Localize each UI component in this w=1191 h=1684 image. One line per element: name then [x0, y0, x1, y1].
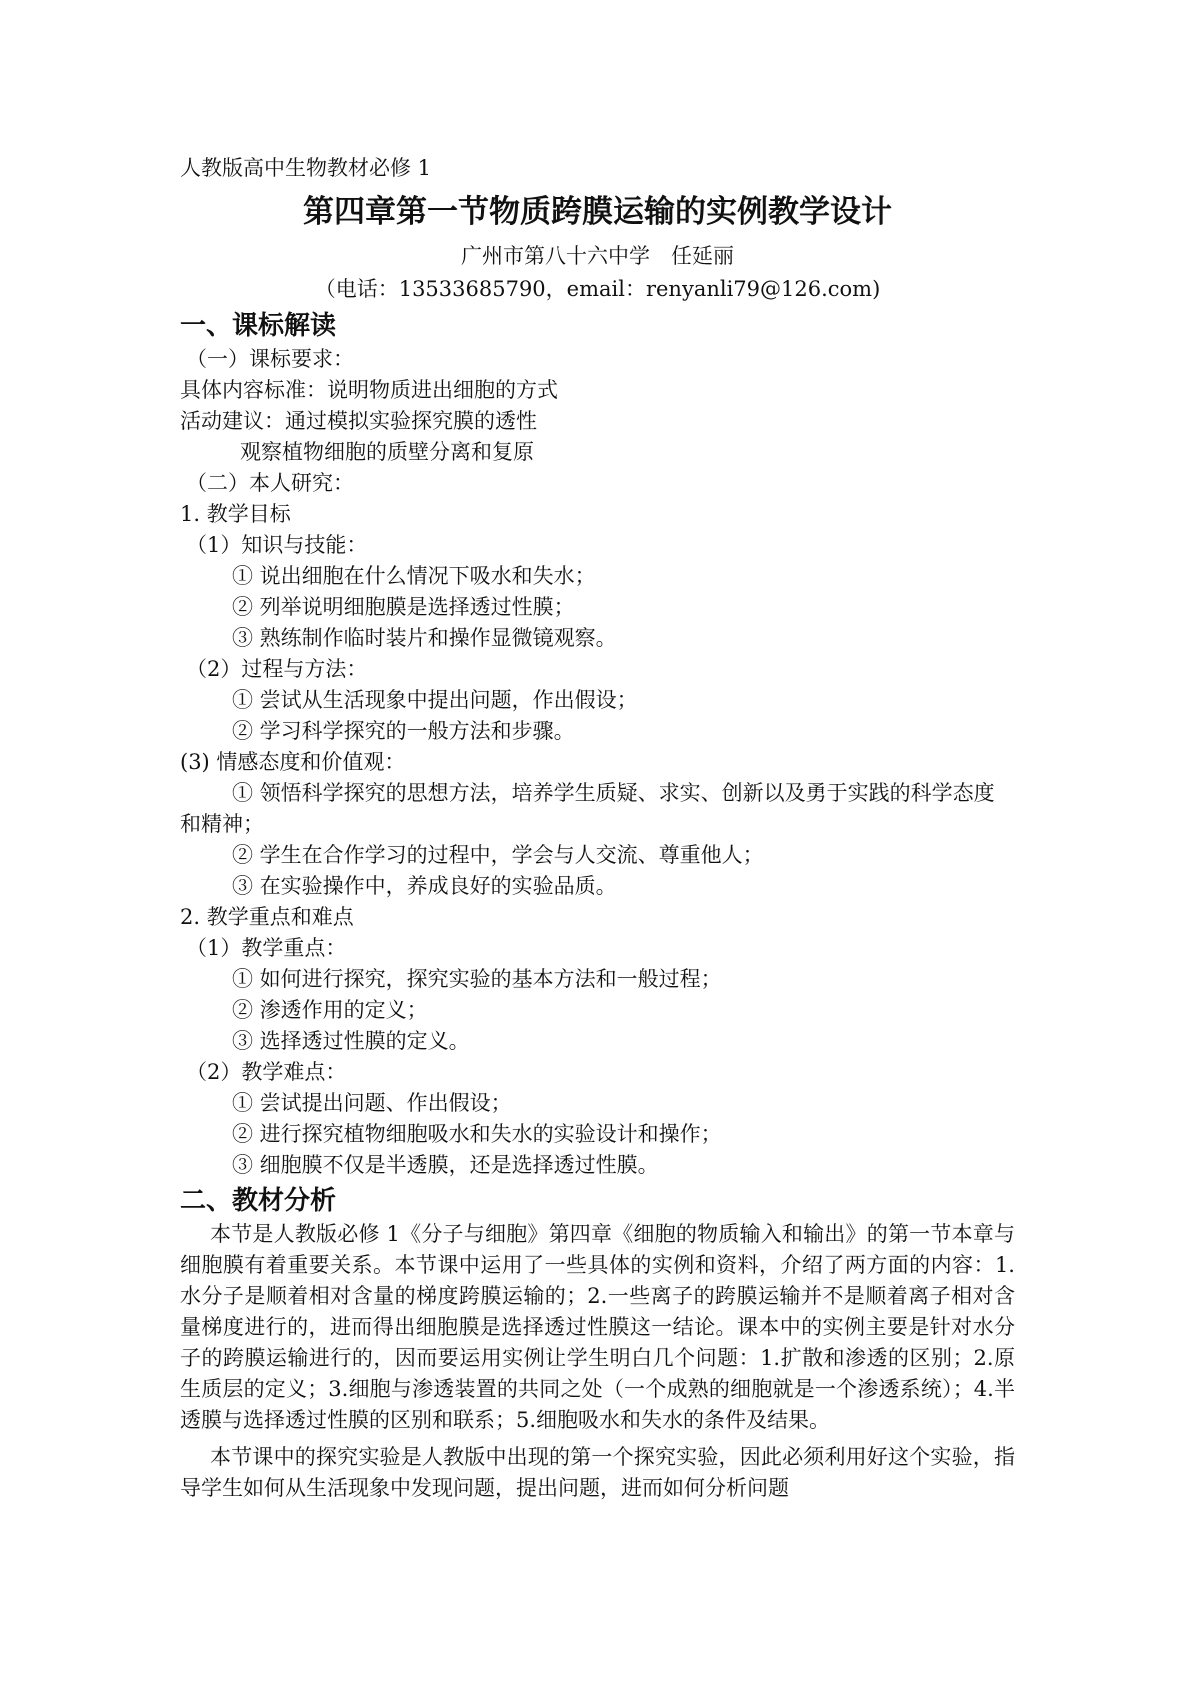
list-item: ② 渗透作用的定义；	[232, 998, 428, 1022]
list-item: ③ 在实验操作中，养成良好的实验品质。	[232, 874, 617, 898]
running-header: 人教版高中生物教材必修 1	[180, 156, 432, 180]
text-line: （2）教学难点：	[186, 1060, 347, 1084]
text-line: 2. 教学重点和难点	[180, 905, 354, 929]
document-title: 第四章第一节物质跨膜运输的实例教学设计	[303, 194, 892, 230]
list-item: ③ 选择透过性膜的定义。	[232, 1029, 470, 1053]
list-item: ① 尝试从生活现象中提出问题，作出假设；	[232, 688, 638, 712]
text-line: (3) 情感态度和价值观：	[180, 750, 406, 774]
list-item: ① 说出细胞在什么情况下吸水和失水；	[232, 564, 596, 588]
list-item: ① 尝试提出问题、作出假设；	[232, 1091, 512, 1115]
section-heading: 二、教材分析	[180, 1186, 337, 1216]
list-item: ② 学生在合作学习的过程中，学会与人交流、尊重他人；	[232, 843, 764, 867]
body-paragraph: 本节课中的探究实验是人教版中出现的第一个探究实验，因此必须利用好这个实验，指导学生如何从生活现象中发现问题，提出问题，进而如何分析问题	[180, 1445, 1015, 1500]
text-line: （2）过程与方法：	[186, 657, 368, 681]
list-item: ② 进行探究植物细胞吸水和失水的实验设计和操作；	[232, 1122, 722, 1146]
text-line: 观察植物细胞的质壁分离和复原	[240, 440, 534, 464]
list-item: ② 列举说明细胞膜是选择透过性膜；	[232, 595, 575, 619]
list-item: ② 学习科学探究的一般方法和步骤。	[232, 719, 575, 743]
text-line: 活动建议：通过模拟实验探究膜的透性	[180, 409, 537, 433]
list-item-text: ① 领悟科学探究的思想方法，培养学生质疑、求实、创新以及勇于实践的科学态度和精神；	[180, 781, 995, 836]
text-line: （1）教学重点：	[186, 936, 347, 960]
author-line: 广州市第八十六中学 任延丽	[461, 244, 734, 268]
text-line: （1）知识与技能：	[186, 533, 368, 557]
subsection-label: （二）本人研究：	[186, 471, 354, 495]
contact-line: （电话：13533685790，email：renyanli79@126.com)	[314, 277, 881, 301]
body-paragraph: 本节是人教版必修 1《分子与细胞》第四章《细胞的物质输入和输出》的第一节本章与细胞膜有着重要关系。本节课中运用了一些具体的实例和资料，介绍了两方面的内容：1.水分子是顺着相对含量的梯度跨膜运输的；2.一些离子的跨膜运输并不是顺着离子相对含量梯度进行的，进而得出细胞膜是选择透过性膜这一结论。课本中的实例主要是针对水分子的跨膜运输进行的，因而要运用实例让学生明白几个问题：1.扩散和渗透的区别；2.原生质层的定义；3.细胞与渗透装置的共同之处（一个成熟的细胞就是一个渗透系统）；4.半透膜与选择透过性膜的区别和联系；5.细胞吸水和失水的条件及结果。	[180, 1222, 1015, 1432]
document-body	[180, 150, 1015, 1504]
subsection-label: （一）课标要求：	[186, 347, 354, 371]
text-line: 1. 教学目标	[180, 502, 291, 526]
list-item: ③ 细胞膜不仅是半透膜，还是选择透过性膜。	[232, 1153, 659, 1177]
text-line: 具体内容标准：说明物质进出细胞的方式	[180, 378, 558, 402]
list-item	[180, 778, 1015, 840]
list-item: ③ 熟练制作临时装片和操作显微镜观察。	[232, 626, 617, 650]
section-heading: 一、课标解读	[180, 311, 337, 341]
list-item: ① 如何进行探究，探究实验的基本方法和一般过程；	[232, 967, 722, 991]
